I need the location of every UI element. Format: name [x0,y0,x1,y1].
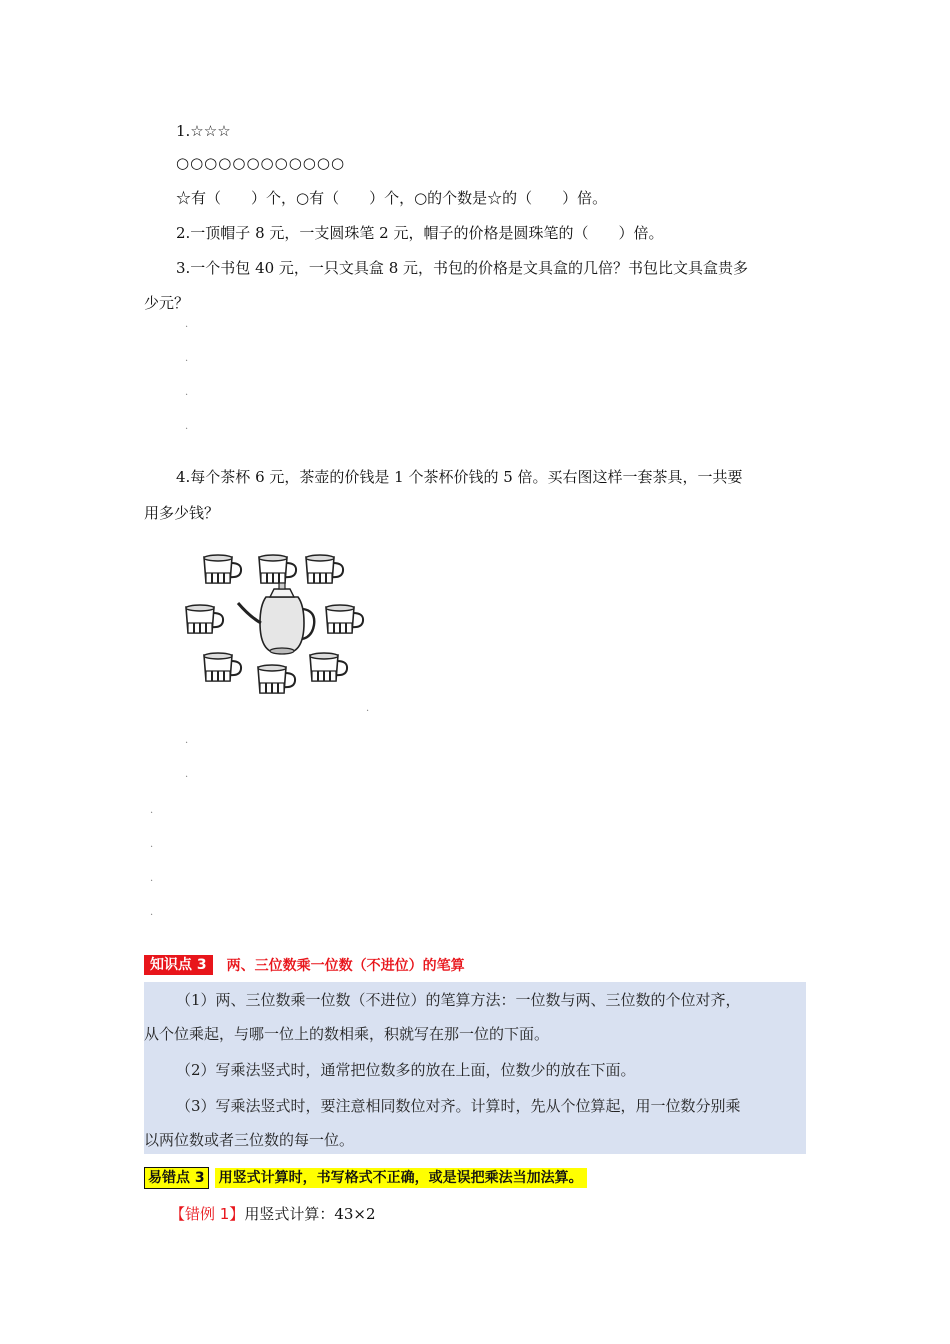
teacup [204,555,241,583]
mistake-point-text: 用竖式计算时，书写格式不正确，或是误把乘法当加法算。 [215,1168,587,1188]
mistake-point-row [144,1167,587,1189]
blank-mark: · [185,738,189,749]
teacup [326,605,363,633]
blank-mark: · [150,842,154,853]
knowledge-point-title: 两、三位数乘一位数（不进位）的笔算 [226,958,465,974]
problem-2: 2.一顶帽子 8 元，一支圆珠笔 2 元，帽子的价格是圆珠笔的（ ）倍。 [176,224,664,242]
problem-1-question: ☆有（ ）个，○有（ ）个，○的个数是☆的（ ）倍。 [176,189,608,207]
blank-mark: · [185,322,189,333]
teacup [258,665,295,693]
blank-mark: · [366,706,370,717]
example-text: 用竖式计算：43×2 [244,1205,376,1223]
teacup [306,555,343,583]
blank-mark: · [150,876,154,887]
problem-1-circles: ○○○○○○○○○○○○ [176,154,346,172]
tea-set-figure [180,545,370,705]
knowledge-item-3-line2: 以两位数或者三位数的每一位。 [144,1131,355,1149]
teapot [238,583,314,654]
knowledge-item-3-line1: （3）写乘法竖式时，要注意相同数位对齐。计算时，先从个位算起，用一位数分别乘 [176,1097,741,1115]
knowledge-point-header [144,955,465,975]
knowledge-point-tag: 知识点 3 [144,955,213,975]
blank-mark: · [185,424,189,435]
problem-3-line1: 3.一个书包 40 元，一只文具盒 8 元，书包的价格是文具盒的几倍？书包比文具盒贵多 [176,259,749,277]
knowledge-item-1-line2: 从个位乘起，与哪一位上的数相乘，积就写在那一位的下面。 [144,1025,550,1043]
teacup [259,555,296,583]
teacup [186,605,223,633]
example-tag: 【错例 1】 [170,1205,245,1223]
mistake-point-tag: 易错点 3 [144,1167,209,1189]
problem-4-line1: 4.每个茶杯 6 元，茶壶的价钱是 1 个茶杯价钱的 5 倍。买右图这样一套茶具，一共要 [176,468,743,486]
problem-4-line2: 用多少钱？ [144,504,220,522]
problem-1-stars: 1.☆☆☆ [176,122,231,140]
problem-3-line2: 少元？ [144,294,190,312]
blank-mark: · [185,356,189,367]
knowledge-item-2: （2）写乘法竖式时，通常把位数多的放在上面，位数少的放在下面。 [176,1061,636,1079]
blank-mark: · [185,390,189,401]
example-row [170,1203,376,1224]
knowledge-item-1-line1: （1）两、三位数乘一位数（不进位）的笔算方法：一位数与两、三位数的个位对齐， [176,991,741,1009]
teacup [310,653,347,681]
knowledge-point-box [144,982,806,1154]
blank-mark: · [185,772,189,783]
blank-mark: · [150,910,154,921]
teacup [204,653,241,681]
blank-mark: · [150,808,154,819]
